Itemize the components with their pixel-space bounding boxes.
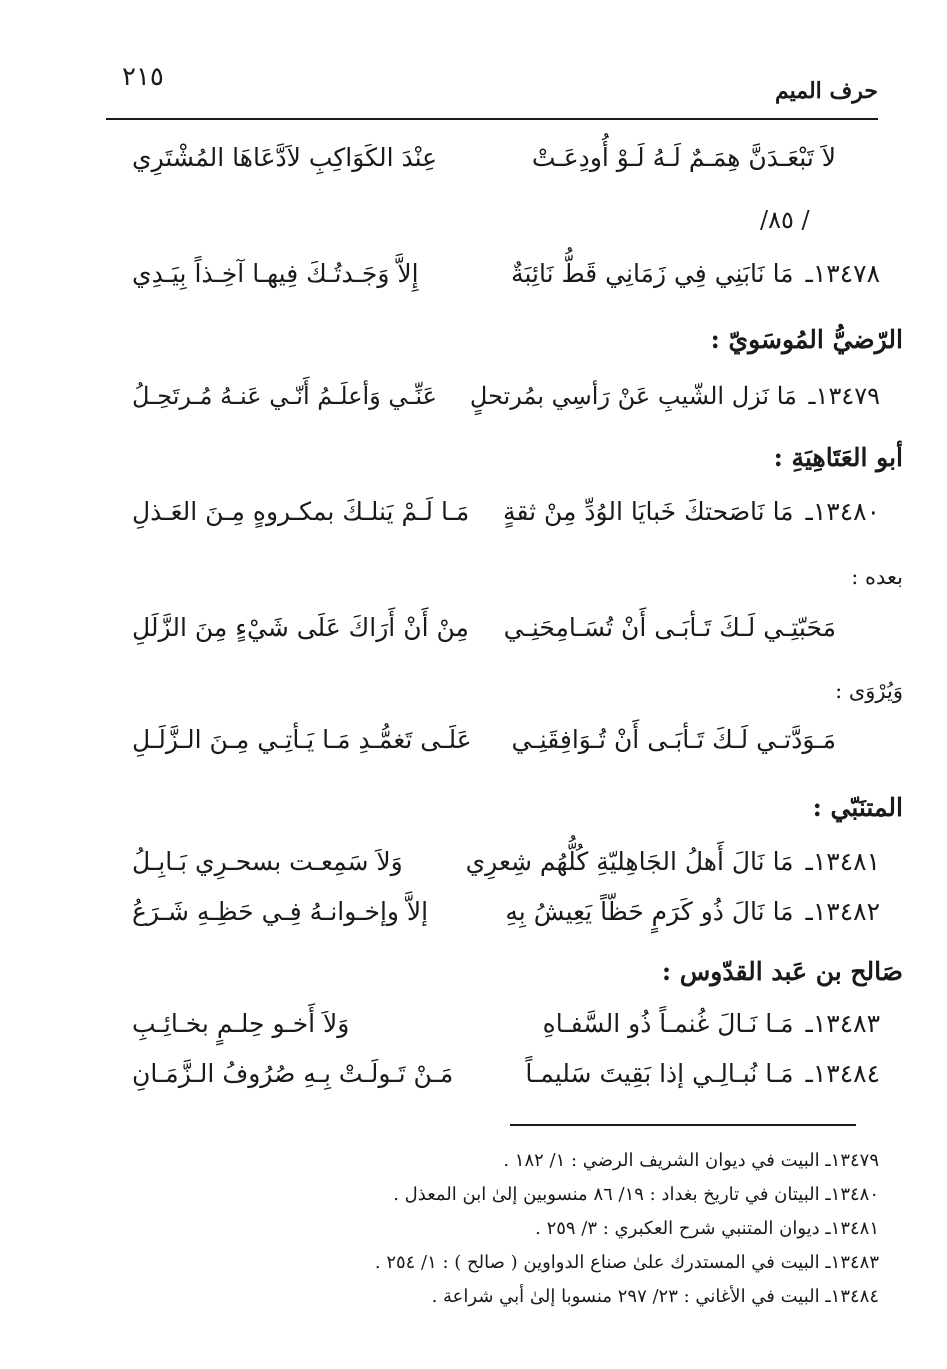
- verse-text: مَا نَالَ ذُو كَرَمٍ حَظّاً يَعِيشُ بِهِ: [505, 897, 794, 926]
- verse-text: مَـا نُبـالِـي إذا بَقِيتَ سَليمـاً: [525, 1059, 794, 1088]
- variant-label: وَيُرْوَى :: [835, 679, 903, 703]
- verse-number: ١٣٤٨٤ـ: [805, 1059, 880, 1088]
- verse-continuation: [120, 134, 880, 182]
- verse-number: ١٣٤٧٩ـ: [808, 382, 880, 410]
- poet-name: صَالح بن عَبد القدّوس :: [661, 957, 903, 986]
- footnote: ١٣٤٨٤ـ البيت في الأغاني : ٢٣/ ٢٩٧ منسوبا إلىٰ أبي شراعة .: [431, 1286, 879, 1307]
- verse-after: [120, 604, 880, 652]
- verse-second-hemistich: مَـنْ تَـولَـتْ بِـهِ صُرُوفُ الـزَّمَـانِ: [132, 1059, 454, 1088]
- verse-second-hemistich: عَلَـى تَغمُّـدِ مَـا يَـأتِـي مِـنَ الـزَّلَـلِ: [132, 725, 472, 754]
- verse-first-hemistich: [466, 838, 880, 886]
- footnote: ١٣٤٨٣ـ البيت في المستدرك علىٰ صناع الدواوين ( صالح ) : ١/ ٢٥٤ .: [374, 1252, 879, 1273]
- chapter-title: حرف الميم: [774, 78, 878, 104]
- verse-text: مَا نَابَنِي فِي زَمَانِي قَطُّ نَائِبَةٌ: [511, 259, 794, 288]
- verse-first-hemistich: [525, 1050, 880, 1098]
- page-number: ٢١٥: [122, 62, 164, 92]
- verse-text: مَـا نَـالَ غُنمـاً ذُو السَّفـاهِ: [542, 1009, 794, 1038]
- verse-first-hemistich: مَـوَدَّتـي لَـكَ تَـأبَـى أَنْ تُـوَافِقَنِـي: [511, 725, 836, 754]
- verse-first-hemistich: [505, 888, 880, 936]
- verse-text: مَا نَاصَحتكَ خَبايَا الوُدِّ مِنْ ثقةٍ: [503, 497, 794, 526]
- verse-text: مَا نَالَ أَهلُ الجَاهِليّةِ كُلُّهُم شِعرِي: [465, 847, 794, 876]
- page-header: [108, 58, 878, 110]
- verse-second-hemistich: إلاَّ وإخـوانـهُ فِـي حَظِـهِ شَـرَعُ: [132, 897, 429, 926]
- verse-13480: [120, 488, 880, 536]
- verse-second-hemistich: وَلاَ أَخـو حِلـمٍ بخـائِـبِ: [132, 1009, 350, 1038]
- verse-number: ١٣٤٨٠ـ: [805, 497, 880, 526]
- verse-second-hemistich: مَـا لَـمْ يَنلـكَ بمكـروهٍ مِـنَ العَـذلِ: [132, 497, 470, 526]
- verse-13484: [120, 1050, 880, 1098]
- verse-13479: [120, 372, 880, 420]
- verse-text: مَا نَزل الشّيبِ عَنْ رَأسِي بمُرتحلٍ: [469, 382, 797, 410]
- footnote: ١٣٤٨٠ـ البيتان في تاريخ بغداد : ١٩/ ٨٦ منسوبين إلىٰ ابن المعذل .: [393, 1184, 879, 1205]
- header-rule: [106, 118, 878, 120]
- verse-variant: [120, 716, 880, 764]
- verse-first-hemistich: [470, 372, 880, 420]
- verse-second-hemistich: وَلاَ سَمِعـت بسحـرِي بَـابِـلُ: [132, 847, 403, 876]
- poet-name: الرّضيُّ المُوسَويّ :: [710, 325, 903, 354]
- verse-second-hemistich: مِنْ أَنْ أَرَاكَ عَلَى شَيْءٍ مِنَ الزَّلَلِ: [132, 613, 469, 642]
- verse-second-hemistich: عَنِّـي وَأعلَـمُ أَنّـي عَنـهُ مُـرتَحِـلُ: [132, 382, 437, 410]
- verse-number: ١٣٤٨١ـ: [805, 847, 880, 876]
- verse-second-hemistich: عِنْدَ الكَوَاكِبِ لاَدَّعَاهَا المُشْتَرِي: [132, 143, 438, 172]
- verse-number: ١٣٤٨٣ـ: [805, 1009, 880, 1038]
- footnote: ١٣٤٧٩ـ البيت في ديوان الشريف الرضي : ١/ ١٨٢ .: [503, 1150, 879, 1171]
- variant-label: بعده :: [851, 565, 903, 589]
- verse-first-hemistich: [511, 250, 880, 298]
- verse-first-hemistich: مَحَبّتِـي لَـكَ تَـأبَـى أَنْ تُسَـامِحَنِـي: [503, 613, 836, 642]
- verse-13478: [120, 250, 880, 298]
- verse-second-hemistich: إِلاَّ وَجَـدتُـكَ فِيهـا آخِـذاً بِيَـدِي: [132, 259, 419, 288]
- continuation-reference: / ٨٥/: [760, 206, 810, 234]
- verse-first-hemistich: [503, 488, 880, 536]
- verse-13483: [120, 1000, 880, 1048]
- verse-number: ١٣٤٨٢ـ: [805, 897, 880, 926]
- footnote: ١٣٤٨١ـ ديوان المتنبي شرح العكبري : ٣/ ٢٥٩ .: [535, 1218, 879, 1239]
- verse-13482: [120, 888, 880, 936]
- poet-name: أبو العَتَاهِيَةِ :: [773, 443, 903, 472]
- verse-13481: [120, 838, 880, 886]
- footnote-separator: [510, 1124, 856, 1126]
- poet-name: المتنَبّي :: [812, 793, 903, 822]
- verse-first-hemistich: [543, 1000, 880, 1048]
- verse-number: ١٣٤٧٨ـ: [805, 259, 880, 288]
- verse-first-hemistich: لاَ تَبْعَـدَنَّ هِمَـمٌ لَـهُ لَـوْ أُودِعَـتْ: [531, 143, 836, 172]
